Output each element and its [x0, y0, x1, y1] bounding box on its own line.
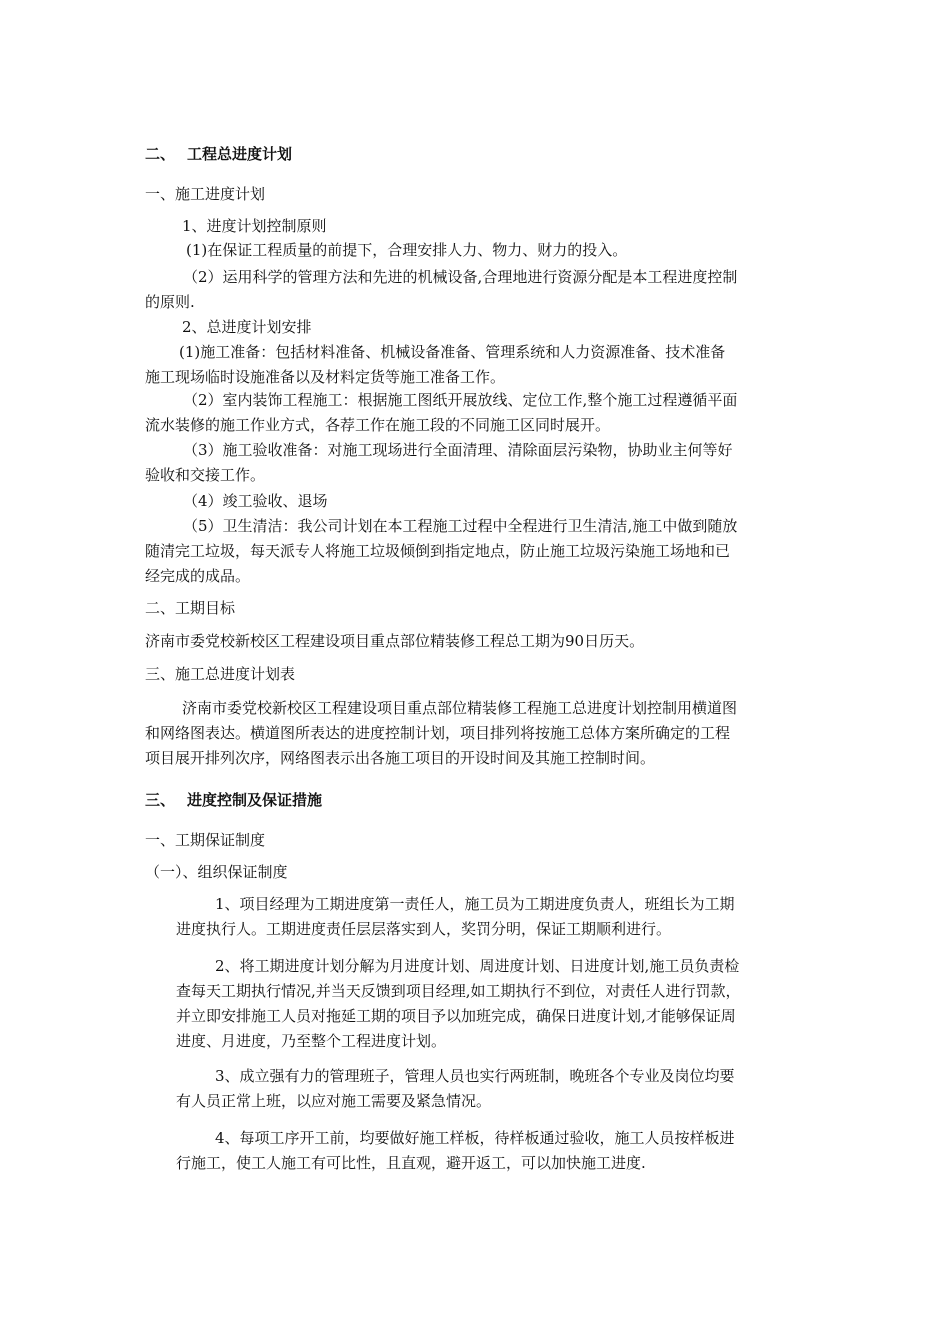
- paragraph: 济南市委党校新校区工程建设项目重点部位精装修工程施工总进度计划控制用横道图: [182, 699, 738, 717]
- paragraph: 经完成的成品。: [145, 567, 251, 585]
- heading-title: 工程总进度计划: [187, 145, 293, 163]
- heading-schedule-plan: [145, 143, 292, 165]
- paragraph: 流水装修的施工作业方式，各荐工作在施工段的不同施工区同时展开。: [145, 416, 611, 434]
- section-title: 一、工期保证制度: [145, 831, 266, 849]
- paragraph: （2）室内装饰工程施工：根据施工图纸开展放线、定位工作,整个施工过程遵循平面: [183, 391, 738, 409]
- subsection-title: 1、进度计划控制原则: [182, 217, 327, 235]
- list-item: 1、项目经理为工期进度第一责任人，施工员为工期进度负责人，班组长为工期: [215, 895, 735, 913]
- paragraph: 和网络图表达。横道图所表达的进度控制计划，项目排列将按施工总体方案所确定的工程: [145, 724, 731, 742]
- paragraph: （2）运用科学的管理方法和先进的机械设备,合理地进行资源分配是本工程进度控制: [183, 268, 738, 286]
- paragraph: 验收和交接工作。: [145, 466, 266, 484]
- paragraph: （3）施工验收准备：对施工现场进行全面清理、清除面层污染物，协助业主何等好: [183, 441, 733, 459]
- heading-title: 进度控制及保证措施: [187, 791, 323, 809]
- list-item: 并立即安排施工人员对拖延工期的项目予以加班完成，确保日进度计划,才能够保证周: [176, 1007, 736, 1025]
- list-item: 进度、月进度，乃至整个工程进度计划。: [176, 1032, 447, 1050]
- paragraph: 随清完工垃圾，每天派专人将施工垃圾倾倒到指定地点，防止施工垃圾污染施工场地和已: [145, 542, 731, 560]
- list-item: 4、每项工序开工前，均要做好施工样板，待样板通过验收，施工人员按样板进: [215, 1129, 735, 1147]
- paragraph: 项目展开排列次序，网络图表示出各施工项目的开设时间及其施工控制时间。: [145, 749, 656, 767]
- paragraph: （5）卫生清洁：我公司计划在本工程施工过程中全程进行卫生清洁,施工中做到随放: [183, 517, 738, 535]
- paragraph: 施工现场临时设施准备以及材料定货等施工准备工作。: [145, 368, 506, 386]
- heading-progress-control: [145, 789, 322, 811]
- list-item: 3、成立强有力的管理班子，管理人员也实行两班制，晚班各个专业及岗位均要: [215, 1067, 735, 1085]
- section-title: 二、工期目标: [145, 599, 236, 617]
- subsection-title: （一）、组织保证制度: [145, 863, 288, 881]
- list-item: 有人员正常上班，以应对施工需要及紧急情况。: [176, 1092, 492, 1110]
- paragraph: (1)施工准备：包括材料准备、机械设备准备、管理系统和人力资源准备、技术准备: [179, 343, 726, 361]
- section-title: 三、施工总进度计划表: [145, 665, 296, 683]
- paragraph: (1)在保证工程质量的前提下，合理安排人力、物力、财力的投入。: [186, 241, 628, 259]
- heading-number: 二、: [145, 145, 176, 163]
- list-item: 查每天工期执行情况,并当天反馈到项目经理,如工期执行不到位，对责任人进行罚款，: [176, 982, 741, 1000]
- paragraph: 济南市委党校新校区工程建设项目重点部位精装修工程总工期为90日历天。: [145, 632, 645, 650]
- list-item: 进度执行人。工期进度责任层层落实到人，奖罚分明，保证工期顺利进行。: [176, 920, 672, 938]
- paragraph: 的原则.: [145, 293, 195, 311]
- list-item: 行施工，使工人施工有可比性，且直观，避开返工，可以加快施工进度.: [176, 1154, 646, 1172]
- paragraph: （4）竣工验收、退场: [183, 492, 328, 510]
- subsection-title: 2、总进度计划安排: [182, 318, 312, 336]
- section-title: 一、施工进度计划: [145, 185, 266, 203]
- heading-number: 三、: [145, 791, 176, 809]
- list-item: 2、将工期进度计划分解为月进度计划、周进度计划、日进度计划,施工员负责检: [215, 957, 740, 975]
